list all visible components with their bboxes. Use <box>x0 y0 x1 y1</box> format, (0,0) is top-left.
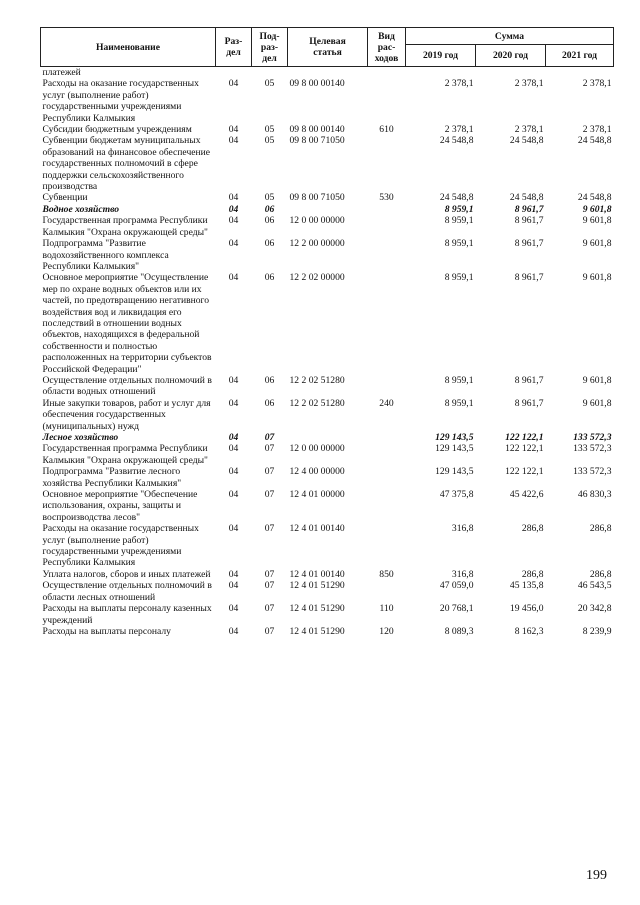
row-section: 04 <box>228 443 239 455</box>
row-section <box>216 67 252 79</box>
row-sum-2021: 24 548,8 <box>577 135 612 147</box>
row-sum-2021: 46 830,3 <box>577 489 612 501</box>
row-sum-2019 <box>406 67 476 79</box>
row-sum-2021: 46 543,5 <box>577 580 612 592</box>
row-sum-2020: 8 961,7 <box>514 272 544 284</box>
row-kind <box>368 135 406 192</box>
row-name: Субсидии бюджетным учреждениям <box>42 124 192 136</box>
row-kind <box>368 67 406 79</box>
header-year-2021: 2021 год <box>546 45 614 67</box>
row-sum-2020: 8 961,7 <box>514 203 544 215</box>
table-row <box>41 580 614 603</box>
row-kind: 120 <box>379 625 394 637</box>
row-kind <box>368 204 406 215</box>
table-row <box>41 238 614 272</box>
table-row <box>41 569 614 580</box>
table-row <box>41 489 614 523</box>
row-sum-2021: 20 342,8 <box>577 603 612 615</box>
row-name: Осуществление отдельных полномочий в области водных отношений <box>42 374 212 398</box>
row-kind <box>368 489 406 523</box>
row-sum-2019: 316,8 <box>451 523 474 535</box>
row-sum-2019: 129 143,5 <box>435 466 474 478</box>
row-section: 04 <box>228 238 239 250</box>
budget-document <box>40 27 613 637</box>
row-section: 04 <box>228 489 239 501</box>
row-kind <box>368 466 406 489</box>
table-row <box>41 215 614 238</box>
row-name: Государственная программа Республики Калмыкия "Охрана окружающей среды" <box>42 215 208 238</box>
row-subsection: 07 <box>264 603 275 615</box>
row-section: 04 <box>228 78 239 90</box>
row-kind: 240 <box>379 397 394 409</box>
row-subsection: 06 <box>264 238 275 250</box>
row-subsection: 06 <box>264 272 275 284</box>
row-section: 04 <box>228 374 239 386</box>
row-kind <box>368 432 406 443</box>
row-section: 04 <box>228 568 239 580</box>
row-subsection: 07 <box>264 443 275 455</box>
row-sum-2020: 8 162,3 <box>514 625 544 637</box>
row-target: 09 8 00 71050 <box>289 135 345 147</box>
row-sum-2020: 2 378,1 <box>514 124 544 136</box>
row-sum-2020: 8 961,7 <box>514 397 544 409</box>
row-sum-2020: 286,8 <box>521 523 544 535</box>
table-row <box>41 67 614 79</box>
row-sum-2021: 133 572,3 <box>573 466 612 478</box>
row-sum-2019: 8 959,1 <box>444 374 474 386</box>
budget-table <box>40 27 614 637</box>
row-name: Лесное хозяйство <box>42 432 119 443</box>
row-target <box>288 67 368 79</box>
row-sum-2021: 133 572,3 <box>573 443 612 455</box>
row-name: Расходы на оказание государственных услуг (выполнение работ) государственными учреждениями Республики Калмыкия <box>42 523 199 569</box>
row-sum-2019: 47 059,0 <box>439 580 474 592</box>
row-name: Расходы на оказание государственных услуг (выполнение работ) государственными учреждениями Республики Калмыкия <box>42 78 199 124</box>
row-name: Расходы на выплаты персоналу <box>42 625 171 637</box>
row-kind <box>368 215 406 238</box>
row-name: Подпрограмма "Развитие водохозяйственного комплекса Республики Калмыкия" <box>42 238 169 272</box>
row-target: 12 2 02 51280 <box>289 397 345 409</box>
row-subsection: 05 <box>264 192 275 204</box>
row-target: 12 2 02 51280 <box>289 374 345 386</box>
row-sum-2020: 8 961,7 <box>514 238 544 250</box>
row-sum-2020: 122 122,1 <box>505 466 544 478</box>
row-sum-2020: 8 961,7 <box>514 374 544 386</box>
row-target <box>288 204 368 215</box>
row-target: 12 4 01 51290 <box>289 603 345 615</box>
row-kind <box>368 272 406 375</box>
header-name: Наименование <box>41 28 216 67</box>
row-sum-2021: 8 239,9 <box>582 625 612 637</box>
row-sum-2019: 8 959,1 <box>444 397 474 409</box>
table-row <box>41 466 614 489</box>
row-name: Осуществление отдельных полномочий в области лесных отношений <box>42 580 212 603</box>
table-header <box>41 28 614 67</box>
row-kind <box>368 443 406 466</box>
row-sum-2019: 8 089,3 <box>444 625 474 637</box>
row-target: 09 8 00 00140 <box>289 78 345 90</box>
row-sum-2021: 9 601,8 <box>582 374 612 386</box>
header-year-2019: 2019 год <box>406 45 476 67</box>
row-section: 04 <box>228 603 239 615</box>
row-target: 12 4 01 51290 <box>289 580 345 592</box>
row-subsection: 07 <box>264 432 275 443</box>
table-row <box>41 523 614 569</box>
header-section: Раз- дел <box>216 28 252 67</box>
row-subsection: 07 <box>264 580 275 592</box>
table-row <box>41 432 614 443</box>
row-sum-2020: 122 122,1 <box>505 432 544 443</box>
table-row <box>41 398 614 432</box>
page-number: 199 <box>586 868 607 883</box>
row-subsection: 07 <box>264 523 275 535</box>
row-sum-2019: 2 378,1 <box>444 78 474 90</box>
row-target: 12 2 02 00000 <box>289 272 345 284</box>
row-sum-2020: 8 961,7 <box>514 215 544 227</box>
row-subsection: 05 <box>264 135 275 147</box>
row-name: Водное хозяйство <box>42 203 120 215</box>
row-section: 04 <box>228 466 239 478</box>
row-kind <box>368 375 406 398</box>
row-name: Государственная программа Республики Калмыкия "Охрана окружающей среды" <box>42 443 208 466</box>
row-sum-2019: 8 959,1 <box>444 238 474 250</box>
row-target: 09 8 00 71050 <box>289 192 345 204</box>
row-sum-2019: 316,8 <box>451 568 474 580</box>
row-sum-2019: 24 548,8 <box>439 192 474 204</box>
table-row <box>41 135 614 192</box>
row-sum-2019: 47 375,8 <box>439 489 474 501</box>
row-sum-2019: 129 143,5 <box>435 432 474 443</box>
row-name: Субвенции <box>42 192 88 204</box>
row-section: 04 <box>228 272 239 284</box>
table-row <box>41 192 614 203</box>
row-target: 09 8 00 00140 <box>289 124 345 136</box>
row-kind <box>368 580 406 603</box>
row-section: 04 <box>228 135 239 147</box>
row-target: 12 0 00 00000 <box>289 215 345 227</box>
row-sum-2021: 9 601,8 <box>582 203 612 215</box>
row-section: 04 <box>228 215 239 227</box>
row-sum-2021: 286,8 <box>589 568 612 580</box>
row-sum-2019: 8 959,1 <box>444 203 474 215</box>
row-sum-2021: 9 601,8 <box>582 272 612 284</box>
row-target: 12 4 01 51290 <box>289 625 345 637</box>
row-section: 04 <box>228 625 239 637</box>
header-subsection: Под- раз- дел <box>252 28 288 67</box>
row-sum-2020: 24 548,8 <box>509 135 544 147</box>
row-section: 04 <box>228 203 239 215</box>
table-row <box>41 443 614 466</box>
row-sum-2021: 133 572,3 <box>573 432 612 443</box>
table-row <box>41 375 614 398</box>
row-target: 12 4 01 00000 <box>289 489 345 501</box>
row-sum-2019: 2 378,1 <box>444 124 474 136</box>
row-sum-2019: 129 143,5 <box>435 443 474 455</box>
row-name: Расходы на выплаты персоналу казенных учреждений <box>42 603 212 626</box>
row-target: 12 4 01 00140 <box>289 568 345 580</box>
row-section: 04 <box>228 192 239 204</box>
table-row <box>41 603 614 626</box>
row-target: 12 4 00 00000 <box>289 466 345 478</box>
row-sum-2020: 286,8 <box>521 568 544 580</box>
row-sum-2019: 8 959,1 <box>444 215 474 227</box>
row-subsection: 05 <box>264 124 275 136</box>
table-row <box>41 78 614 124</box>
row-sum-2021: 24 548,8 <box>577 192 612 204</box>
row-name: Основное мероприятие "Осуществление мер по охране водных объектов или их частей, по предотвращению негативного воздействия вод и ликвидация его последствий в отношении водных объектов, находящихся в федеральной собственности и полностью расположенных на территории субъектов Российской Федерации" <box>42 272 212 375</box>
row-name: Подпрограмма "Развитие лесного хозяйства Республики Калмыкия" <box>42 466 182 489</box>
row-kind: 110 <box>379 603 394 615</box>
header-sum: Сумма <box>406 28 614 45</box>
row-subsection: 07 <box>264 489 275 501</box>
header-target: Целевая статья <box>288 28 368 67</box>
row-subsection <box>252 67 288 79</box>
row-target: 12 0 00 00000 <box>289 443 345 455</box>
row-target <box>288 432 368 443</box>
row-kind <box>368 523 406 569</box>
row-sum-2021: 9 601,8 <box>582 215 612 227</box>
table-row <box>41 272 614 375</box>
row-subsection: 06 <box>264 203 275 215</box>
row-sum-2019: 20 768,1 <box>439 603 474 615</box>
row-sum-2020: 45 135,8 <box>509 580 544 592</box>
row-kind: 610 <box>379 124 394 136</box>
row-kind <box>368 238 406 272</box>
row-sum-2020 <box>476 67 546 79</box>
row-sum-2021: 9 601,8 <box>582 238 612 250</box>
row-sum-2020: 19 456,0 <box>509 603 544 615</box>
row-sum-2021: 2 378,1 <box>582 124 612 136</box>
header-kind: Вид рас- ходов <box>368 28 406 67</box>
row-subsection: 07 <box>264 568 275 580</box>
row-sum-2019: 24 548,8 <box>439 135 474 147</box>
row-section: 04 <box>228 432 239 443</box>
row-sum-2020: 122 122,1 <box>505 443 544 455</box>
row-section: 04 <box>228 523 239 535</box>
row-subsection: 06 <box>264 215 275 227</box>
row-subsection: 05 <box>264 78 275 90</box>
row-name: Основное мероприятие "Обеспечение использования, охраны, защиты и воспроизводства лесов" <box>42 489 198 523</box>
table-row <box>41 124 614 135</box>
row-name: Субвенции бюджетам муниципальных образований на финансовое обеспечение государственных полномочий в сфере поддержки сельскохозяйственного производства <box>42 135 211 193</box>
table-row <box>41 204 614 215</box>
row-target: 12 2 00 00000 <box>289 238 345 250</box>
row-name: Иные закупки товаров, работ и услуг для обеспечения государственных (муниципальных) нужд <box>42 397 211 432</box>
row-sum-2019: 8 959,1 <box>444 272 474 284</box>
table-row <box>41 626 614 637</box>
header-year-2020: 2020 год <box>476 45 546 67</box>
row-section: 04 <box>228 397 239 409</box>
row-kind <box>368 78 406 124</box>
row-sum-2020: 2 378,1 <box>514 78 544 90</box>
row-kind: 530 <box>379 192 394 204</box>
row-subsection: 06 <box>264 397 275 409</box>
table-body <box>41 67 614 638</box>
row-name: платежей <box>42 67 81 78</box>
row-target: 12 4 01 00140 <box>289 523 345 535</box>
row-sum-2021: 9 601,8 <box>582 397 612 409</box>
row-section: 04 <box>228 124 239 136</box>
row-sum-2021: 286,8 <box>589 523 612 535</box>
row-section: 04 <box>228 580 239 592</box>
row-sum-2021: 2 378,1 <box>582 78 612 90</box>
row-subsection: 07 <box>264 466 275 478</box>
row-kind: 850 <box>379 568 394 580</box>
row-sum-2020: 45 422,6 <box>509 489 544 501</box>
row-subsection: 06 <box>264 374 275 386</box>
row-name: Уплата налогов, сборов и иных платежей <box>42 568 211 580</box>
row-sum-2020: 24 548,8 <box>509 192 544 204</box>
row-subsection: 07 <box>264 625 275 637</box>
row-sum-2021 <box>546 67 614 79</box>
